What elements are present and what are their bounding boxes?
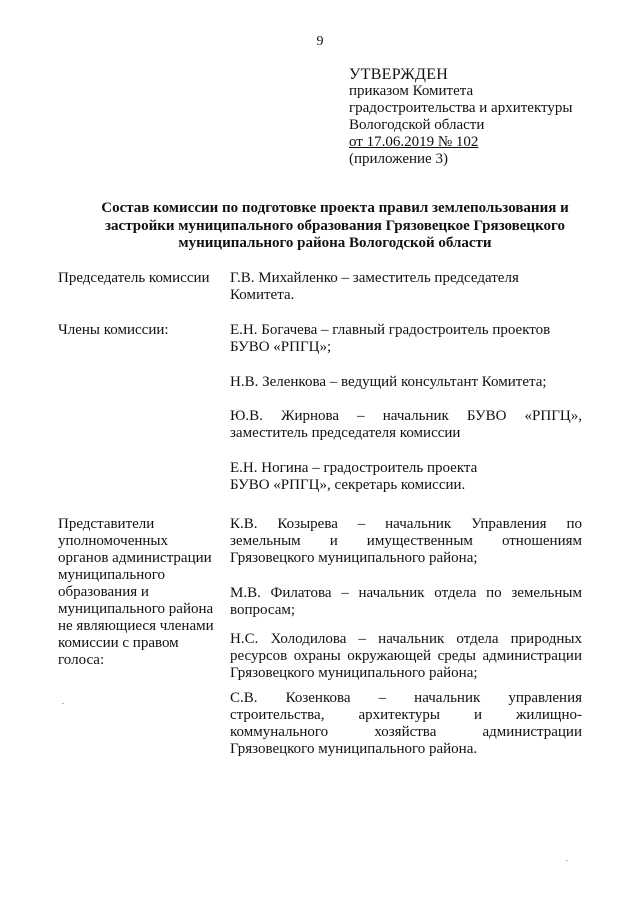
approval-line-1: приказом Комитета [349, 83, 474, 99]
representative-entry-4-cont: Грязовецкого муниципального района. [230, 741, 478, 757]
approval-date: от 17.06.2019 № 102 [349, 134, 479, 150]
member-entry-2: Н.В. Зеленкова – ведущий консультант Комитета; [230, 374, 547, 390]
member-entry-3-cont: заместитель председателя комиссии [230, 425, 461, 441]
document-heading [70, 200, 600, 253]
page-number: 9 [316, 34, 324, 49]
chairman-label: Председатель комиссии [58, 270, 210, 286]
representatives-label: Представители уполномоченных органов администрации муниципального образования и муниципального района не являющиеся членами комиссии с правом голоса: [58, 516, 214, 668]
approval-line-3: Вологодской области [349, 117, 485, 133]
representative-entry-1-cont: Грязовецкого муниципального района; [230, 550, 478, 566]
heading-line-1: Состав комиссии по подготовке проекта правил землепользования и [101, 200, 569, 216]
representative-entry-2: М.В. Филатова – начальник отдела по земельным [230, 585, 582, 601]
approval-stamp [349, 66, 599, 168]
approval-title: УТВЕРЖДЕН [349, 66, 449, 83]
heading-line-3: муниципального района Вологодской области [178, 235, 492, 251]
chairman-line-2: Комитета. [230, 287, 295, 303]
approval-line-2: градостроительства и архитектуры [349, 100, 573, 116]
representative-entry-3: Н.С. Холодилова – начальник отдела природных ресурсов охраны окружающей среды администрации [230, 631, 582, 664]
representative-entry-1: К.В. Козырева – начальник Управления по земельным и имущественным отношениям [230, 516, 582, 549]
chairman-line-1: Г.В. Михайленко – заместитель председателя [230, 270, 519, 286]
heading-line-2: застройки муниципального образования Грязовецкое Грязовецкого [105, 217, 565, 234]
member-entry-4: Е.Н. Ногина – градостроитель проекта БУВО «РПГЦ», секретарь комиссии. [230, 460, 478, 493]
scan-speck [62, 703, 64, 704]
members-label: Члены комиссии: [58, 322, 169, 338]
representative-entry-4: С.В. Козенкова – начальник управления строительства, архитектуры и жилищно- коммунального хозяйства администрации [230, 690, 582, 740]
representative-entry-2-cont: вопросам; [230, 602, 296, 618]
chairman-entry [230, 270, 582, 304]
member-entry-3: Ю.В. Жирнова – начальник БУВО «РПГЦ», [230, 408, 582, 424]
member-entry-1: Е.Н. Богачева – главный градостроитель проектов БУВО «РПГЦ»; [230, 322, 551, 355]
representative-entry-3-cont: Грязовецкого муниципального района; [230, 665, 478, 681]
approval-appendix: (приложение 3) [349, 151, 448, 167]
scan-speck [566, 860, 568, 861]
